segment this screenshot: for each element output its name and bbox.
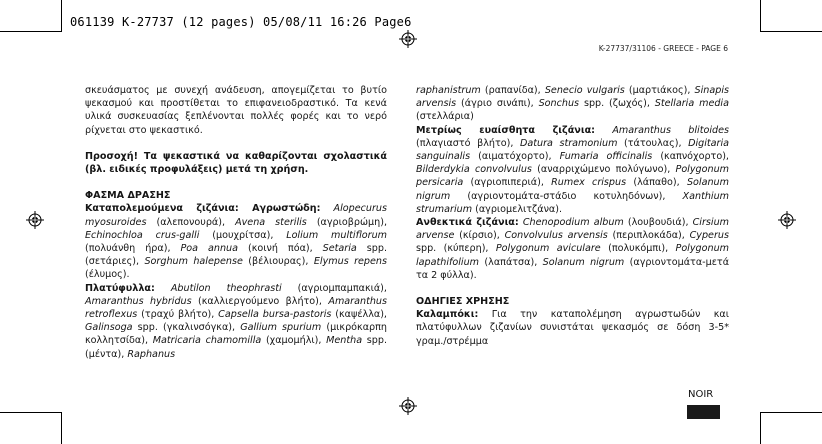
maize-label: Καλαμπόκι:: [416, 309, 479, 321]
species-name: Avena sterilis: [235, 216, 307, 228]
common-name: (πολυάνθη ήρα),: [85, 243, 181, 255]
common-name: (αλεπονουρά),: [146, 216, 236, 228]
spectrum-heading: ΦΑΣΜΑ ΔΡΑΣΗΣ: [85, 190, 171, 202]
species-name: Sorghum halepense: [144, 256, 243, 268]
mixing-instructions: σκευάσματος με συνεχή ανάδευση, απογεμίζεται το βυτίο ψεκασμού και προστίθεται το επιφανειοδραστικό. Τα κενά υλικά συσκευασίας ξεπλένονται πολλές φορές και το νερό ρίχνεται στο ψεκαστικό.: [85, 85, 387, 136]
common-name: (μικρόκαρπη κολλητσίδα),: [85, 322, 387, 347]
grasses-label: Καταπολεμούμενα ζιζάνια: Αγρωστώδη:: [85, 203, 321, 215]
maize-paragraph: [416, 308, 729, 348]
crop-mark-top-right-v: [760, 0, 761, 32]
species-name: Elymus repens: [313, 256, 387, 268]
moderate-paragraph: [416, 124, 729, 216]
registration-mark-left: [26, 211, 44, 229]
species-name: Chenopodium album: [518, 217, 624, 229]
species-name: Amaranthus hybridus: [85, 295, 192, 307]
species-name: Convolvulus arvensis: [504, 230, 608, 242]
common-name: (καλλιεργούμενο βλήτο),: [191, 295, 329, 307]
common-name: (μαρτιάκος),: [624, 85, 695, 96]
species-name: Capsella bursa-pastoris: [218, 309, 332, 321]
common-name: (αγριοντομάτα-στάδιο κοτυληδόνων),: [450, 190, 683, 202]
species-name: Solanum nigrum: [416, 177, 729, 202]
common-name: (λαπάτσα),: [479, 256, 543, 268]
grasses-list: [85, 203, 387, 280]
common-name: (τραχύ βλήτο),: [137, 309, 219, 321]
common-name: (κίρσιο),: [454, 230, 505, 242]
common-name: (καπνόχορτο),: [652, 151, 729, 163]
broadleaf-continued-list: [416, 85, 729, 122]
species-name: Poa annua: [180, 243, 239, 255]
broadleaf-continued: [416, 84, 729, 124]
species-name: Senecio vulgaris: [544, 85, 625, 96]
species-name: Polygonum aviculare: [495, 243, 601, 255]
resistant-paragraph: [416, 216, 729, 282]
common-name: (καψέλλα),: [331, 309, 387, 321]
common-name: (αιματόχορτο),: [470, 151, 560, 163]
common-name: (στελλάρια): [416, 111, 474, 123]
common-name: (κοινή πόα),: [238, 243, 323, 255]
species-name: Datura stramonium: [519, 137, 618, 149]
species-name: Gallium spurium: [240, 322, 322, 334]
common-name: (έλυμος).: [85, 269, 130, 281]
crop-mark-top-left-v: [61, 0, 62, 32]
common-name: spp. (γκαλινσόγκα),: [132, 322, 241, 334]
species-name: Raphanus: [127, 348, 176, 360]
broadleaf-paragraph: [85, 282, 387, 361]
common-name: (μουχρίτσα),: [199, 229, 287, 241]
crop-mark-top-right-h: [760, 31, 822, 32]
species-name: Polygonum persicaria: [416, 164, 729, 189]
grasses-paragraph: [85, 202, 387, 281]
common-name: (αγριομελιτζάνα).: [472, 203, 563, 215]
species-name: Rumex crispus: [551, 177, 627, 189]
registration-mark-right: [778, 211, 796, 229]
common-name: (λουβουδιά),: [623, 217, 693, 229]
common-name: spp. (μέντα),: [85, 335, 387, 360]
species-name: Abutilon theophrasti: [154, 282, 282, 294]
common-name: spp. (ζωχός),: [579, 98, 655, 110]
common-name: (πολυκόμπι),: [600, 243, 676, 255]
species-name: Solanum nigrum: [542, 256, 625, 268]
common-name: (χαμομήλι),: [261, 335, 327, 347]
common-name: spp. (σετάριες),: [85, 243, 388, 268]
page-reference: K-27737/31106 - GREECE - PAGE 6: [598, 44, 728, 53]
species-name: Echinochloa crus-galli: [85, 229, 200, 241]
species-name: Setaria: [322, 243, 357, 255]
species-name: Amaranthus retroflexus: [85, 295, 387, 321]
left-column: [85, 84, 387, 361]
species-name: Amaranthus blitoides: [595, 124, 729, 136]
common-name: (άγριο σινάπι),: [456, 98, 539, 110]
crop-mark-top-left-h: [0, 31, 61, 32]
crop-mark-bottom-right-h: [760, 412, 822, 413]
moderate-label: Μετρίως ευαίσθητα ζιζάνια:: [416, 124, 596, 136]
resistant-label: Ανθεκτικά ζιζάνια:: [416, 217, 519, 229]
color-bar-label: NOIR: [688, 389, 714, 400]
cleaning-warning: Προσοχή! Τα ψεκαστικά να καθαρίζονται σχολαστικά (βλ. ειδικές προφυλάξεις) μετά τη χρήση.: [85, 150, 387, 176]
crop-mark-bottom-left-v: [61, 412, 62, 444]
broadleaf-label: Πλατύφυλλα:: [85, 282, 155, 294]
species-name: Stellaria media: [654, 98, 729, 110]
species-name: Polygonum lapathifolium: [416, 243, 729, 268]
species-name: Digitaria sanguinalis: [416, 137, 729, 163]
common-name: (περιπλοκάδα),: [607, 230, 690, 242]
common-name: (αναρριχώμενο πολύγωνο),: [531, 164, 676, 176]
common-name: (αγριοντομάτα-μετά τα 2 φύλλα).: [416, 256, 730, 281]
common-name: (πλαγιαστό βλήτο),: [416, 137, 520, 149]
right-column: [416, 84, 729, 348]
crop-mark-bottom-right-v: [760, 412, 761, 444]
color-bar-swatch: [687, 405, 720, 419]
common-name: (αγριοπιπεριά),: [463, 177, 552, 189]
registration-mark-bottom: [399, 397, 417, 415]
species-name: Alopecurus myosuroides: [85, 203, 387, 228]
species-name: Cyperus: [689, 230, 729, 242]
common-name: (ραπανίδα),: [480, 85, 545, 96]
registration-mark-top: [399, 30, 417, 48]
moderate-list: [416, 125, 729, 215]
common-name: (λάπαθο),: [626, 177, 687, 189]
usage-heading: ΟΔΗΓΙΕΣ ΧΡΗΣΗΣ: [416, 296, 510, 308]
species-name: Lolium multiflorum: [286, 229, 388, 241]
species-name: Sinapis arvensis: [416, 85, 730, 110]
broadleaf-list: [85, 283, 387, 360]
species-name: Mentha: [326, 335, 363, 347]
species-name: Xanthium strumarium: [416, 190, 729, 215]
species-name: raphanistrum: [416, 85, 481, 96]
species-name: Galinsoga: [85, 322, 133, 334]
maize-text: Για την καταπολέμηση αγρωστωδών και πλατύφυλλων ζιζανίων συνιστάται ψεκασμός σε δόση 3-5* γραμ./στρέμμα: [416, 309, 729, 347]
species-name: Matricaria chamomilla: [152, 335, 262, 347]
common-name: (τάτουλας),: [617, 137, 689, 149]
crop-mark-bottom-left-h: [0, 412, 61, 413]
common-name: (βέλιουρας),: [242, 256, 314, 268]
species-name: Fumaria officinalis: [559, 151, 653, 163]
print-slug-header: 061139 K-27737 (12 pages) 05/08/11 16:26 Page6: [70, 15, 412, 29]
common-name: (αγριοβρώμη),: [306, 216, 387, 228]
common-name: (αγριομπαμπακιά),: [281, 282, 387, 294]
species-name: Bilderdykia convolvulus: [416, 164, 532, 176]
species-name: Cirsium arvense: [416, 217, 730, 242]
species-name: Sonchus: [538, 98, 580, 110]
common-name: spp. (κύπερη),: [416, 243, 496, 255]
